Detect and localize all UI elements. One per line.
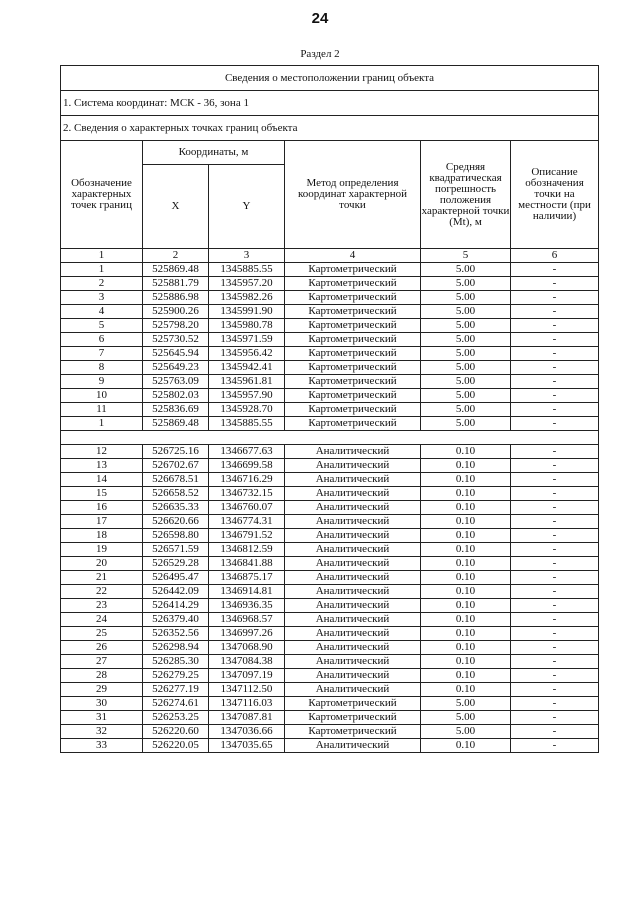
y-coordinate-cell: 1347097.19 xyxy=(209,669,285,683)
table-row xyxy=(61,333,599,347)
section-title: Раздел 2 xyxy=(300,48,340,60)
y-coordinate-cell: 1346875.17 xyxy=(209,571,285,585)
y-coordinate-cell: 1346936.35 xyxy=(209,599,285,613)
column-number: 1 xyxy=(61,249,143,263)
description-cell: - xyxy=(511,347,599,361)
table-row xyxy=(61,459,599,473)
mt-error-cell: 0.10 xyxy=(421,613,511,627)
x-coordinate-cell: 526220.05 xyxy=(143,739,209,753)
x-coordinate-cell: 525649.23 xyxy=(143,361,209,375)
mt-error-cell: 0.10 xyxy=(421,529,511,543)
table-row xyxy=(61,487,599,501)
table-row xyxy=(61,585,599,599)
method-cell: Аналитический xyxy=(285,669,421,683)
y-coordinate-cell: 1345942.41 xyxy=(209,361,285,375)
point-number-cell: 27 xyxy=(61,655,143,669)
mt-error-cell: 5.00 xyxy=(421,375,511,389)
method-cell: Картометрический xyxy=(285,263,421,277)
description-cell: - xyxy=(511,655,599,669)
y-coordinate-cell: 1345957.20 xyxy=(209,277,285,291)
description-cell: - xyxy=(511,725,599,739)
mt-error-cell: 0.10 xyxy=(421,641,511,655)
column-numbers-row xyxy=(61,249,599,263)
mt-error-cell: 0.10 xyxy=(421,683,511,697)
point-number-cell: 1 xyxy=(61,417,143,431)
y-coordinate-cell: 1345991.90 xyxy=(209,305,285,319)
mt-error-cell: 0.10 xyxy=(421,501,511,515)
table-row xyxy=(61,683,599,697)
point-number-cell: 13 xyxy=(61,459,143,473)
mt-error-cell: 5.00 xyxy=(421,403,511,417)
table-row xyxy=(61,375,599,389)
point-number-cell: 16 xyxy=(61,501,143,515)
method-cell: Аналитический xyxy=(285,473,421,487)
description-cell: - xyxy=(511,417,599,431)
mt-error-cell: 0.10 xyxy=(421,557,511,571)
point-number-cell: 18 xyxy=(61,529,143,543)
method-cell: Аналитический xyxy=(285,557,421,571)
description-cell: - xyxy=(511,543,599,557)
point-number-cell: 25 xyxy=(61,627,143,641)
table-row xyxy=(61,417,599,431)
y-coordinate-cell: 1346841.88 xyxy=(209,557,285,571)
point-number-cell: 10 xyxy=(61,389,143,403)
mt-error-cell: 0.10 xyxy=(421,739,511,753)
mt-error-cell: 0.10 xyxy=(421,543,511,557)
y-coordinate-cell: 1345980.78 xyxy=(209,319,285,333)
mt-error-cell: 0.10 xyxy=(421,515,511,529)
x-coordinate-cell: 526571.59 xyxy=(143,543,209,557)
description-cell: - xyxy=(511,515,599,529)
y-coordinate-cell: 1346760.07 xyxy=(209,501,285,515)
point-number-cell: 24 xyxy=(61,613,143,627)
mt-error-cell: 5.00 xyxy=(421,333,511,347)
mt-error-cell: 0.10 xyxy=(421,571,511,585)
x-coordinate-cell: 526635.33 xyxy=(143,501,209,515)
method-cell: Аналитический xyxy=(285,501,421,515)
header-method: Метод определения координат характерной точки xyxy=(285,141,421,249)
y-coordinate-cell: 1345971.59 xyxy=(209,333,285,347)
table-row xyxy=(61,277,599,291)
mt-error-cell: 5.00 xyxy=(421,389,511,403)
point-number-cell: 19 xyxy=(61,543,143,557)
table-row xyxy=(61,529,599,543)
x-coordinate-cell: 526620.66 xyxy=(143,515,209,529)
mt-error-cell: 5.00 xyxy=(421,697,511,711)
description-cell: - xyxy=(511,459,599,473)
description-cell: - xyxy=(511,361,599,375)
mt-error-cell: 0.10 xyxy=(421,669,511,683)
method-cell: Аналитический xyxy=(285,571,421,585)
header-y: Y xyxy=(209,165,285,249)
x-coordinate-cell: 525802.03 xyxy=(143,389,209,403)
method-cell: Картометрический xyxy=(285,389,421,403)
x-coordinate-cell: 526379.40 xyxy=(143,613,209,627)
x-coordinate-cell: 525886.98 xyxy=(143,291,209,305)
y-coordinate-cell: 1347068.90 xyxy=(209,641,285,655)
point-number-cell: 14 xyxy=(61,473,143,487)
mt-error-cell: 5.00 xyxy=(421,725,511,739)
mt-error-cell: 0.10 xyxy=(421,627,511,641)
mt-error-cell: 0.10 xyxy=(421,655,511,669)
x-coordinate-cell: 526253.25 xyxy=(143,711,209,725)
point-number-cell: 26 xyxy=(61,641,143,655)
table-title: Сведения о местоположении границ объекта xyxy=(61,66,599,91)
table-row xyxy=(61,501,599,515)
table-row xyxy=(61,627,599,641)
table-row xyxy=(61,347,599,361)
x-coordinate-cell: 526274.61 xyxy=(143,697,209,711)
description-cell: - xyxy=(511,571,599,585)
point-number-cell: 22 xyxy=(61,585,143,599)
table-row xyxy=(61,543,599,557)
table-row xyxy=(61,557,599,571)
page-number: 24 xyxy=(311,10,329,27)
mt-error-cell: 5.00 xyxy=(421,263,511,277)
table-row xyxy=(61,515,599,529)
mt-error-cell: 5.00 xyxy=(421,305,511,319)
separator-row xyxy=(61,431,599,445)
point-number-cell: 9 xyxy=(61,375,143,389)
point-number-cell: 8 xyxy=(61,361,143,375)
method-cell: Картометрический xyxy=(285,417,421,431)
description-cell: - xyxy=(511,445,599,459)
x-coordinate-cell: 526352.56 xyxy=(143,627,209,641)
method-cell: Аналитический xyxy=(285,655,421,669)
table-row xyxy=(61,361,599,375)
y-coordinate-cell: 1346732.15 xyxy=(209,487,285,501)
mt-error-cell: 5.00 xyxy=(421,277,511,291)
y-coordinate-cell: 1345957.90 xyxy=(209,389,285,403)
x-coordinate-cell: 526285.30 xyxy=(143,655,209,669)
table-row xyxy=(61,305,599,319)
point-number-cell: 4 xyxy=(61,305,143,319)
method-cell: Аналитический xyxy=(285,487,421,501)
description-cell: - xyxy=(511,613,599,627)
points-heading: 2. Сведения о характерных точках границ объекта xyxy=(61,116,599,141)
description-cell: - xyxy=(511,333,599,347)
description-cell: - xyxy=(511,319,599,333)
y-coordinate-cell: 1347036.66 xyxy=(209,725,285,739)
x-coordinate-cell: 526725.16 xyxy=(143,445,209,459)
x-coordinate-cell: 526442.09 xyxy=(143,585,209,599)
point-number-cell: 15 xyxy=(61,487,143,501)
header-x: X xyxy=(143,165,209,249)
y-coordinate-cell: 1346699.58 xyxy=(209,459,285,473)
x-coordinate-cell: 525730.52 xyxy=(143,333,209,347)
y-coordinate-cell: 1346791.52 xyxy=(209,529,285,543)
description-cell: - xyxy=(511,683,599,697)
method-cell: Аналитический xyxy=(285,627,421,641)
mt-error-cell: 0.10 xyxy=(421,459,511,473)
table-row xyxy=(61,319,599,333)
table-row xyxy=(61,711,599,725)
x-coordinate-cell: 525836.69 xyxy=(143,403,209,417)
method-cell: Картометрический xyxy=(285,697,421,711)
description-cell: - xyxy=(511,739,599,753)
description-cell: - xyxy=(511,487,599,501)
method-cell: Аналитический xyxy=(285,613,421,627)
method-cell: Аналитический xyxy=(285,739,421,753)
y-coordinate-cell: 1346677.63 xyxy=(209,445,285,459)
y-coordinate-cell: 1347116.03 xyxy=(209,697,285,711)
y-coordinate-cell: 1346997.26 xyxy=(209,627,285,641)
mt-error-cell: 0.10 xyxy=(421,585,511,599)
table-row xyxy=(61,669,599,683)
table-row xyxy=(61,263,599,277)
description-cell: - xyxy=(511,557,599,571)
x-coordinate-cell: 525869.48 xyxy=(143,417,209,431)
description-cell: - xyxy=(511,627,599,641)
description-cell: - xyxy=(511,389,599,403)
description-cell: - xyxy=(511,375,599,389)
method-cell: Аналитический xyxy=(285,683,421,697)
x-coordinate-cell: 526678.51 xyxy=(143,473,209,487)
method-cell: Картометрический xyxy=(285,725,421,739)
mt-error-cell: 0.10 xyxy=(421,599,511,613)
x-coordinate-cell: 526495.47 xyxy=(143,571,209,585)
method-cell: Картометрический xyxy=(285,333,421,347)
x-coordinate-cell: 526414.29 xyxy=(143,599,209,613)
point-number-cell: 31 xyxy=(61,711,143,725)
mt-error-cell: 0.10 xyxy=(421,445,511,459)
table-row xyxy=(61,445,599,459)
point-number-cell: 1 xyxy=(61,263,143,277)
column-number: 3 xyxy=(209,249,285,263)
table-row xyxy=(61,697,599,711)
point-number-cell: 32 xyxy=(61,725,143,739)
y-coordinate-cell: 1347084.38 xyxy=(209,655,285,669)
y-coordinate-cell: 1346716.29 xyxy=(209,473,285,487)
point-number-cell: 33 xyxy=(61,739,143,753)
header-description: Описание обозначения точки на местности (при наличии) xyxy=(511,141,599,249)
point-number-cell: 11 xyxy=(61,403,143,417)
table-row xyxy=(61,291,599,305)
y-coordinate-cell: 1345982.26 xyxy=(209,291,285,305)
header-coordinates: Координаты, м xyxy=(143,141,285,165)
point-number-cell: 21 xyxy=(61,571,143,585)
separator-cell xyxy=(61,431,599,445)
method-cell: Картометрический xyxy=(285,361,421,375)
mt-error-cell: 5.00 xyxy=(421,291,511,305)
description-cell: - xyxy=(511,711,599,725)
method-cell: Аналитический xyxy=(285,585,421,599)
mt-error-cell: 5.00 xyxy=(421,347,511,361)
mt-error-cell: 5.00 xyxy=(421,711,511,725)
method-cell: Аналитический xyxy=(285,515,421,529)
description-cell: - xyxy=(511,277,599,291)
x-coordinate-cell: 525645.94 xyxy=(143,347,209,361)
column-number: 5 xyxy=(421,249,511,263)
y-coordinate-cell: 1345956.42 xyxy=(209,347,285,361)
mt-error-cell: 5.00 xyxy=(421,417,511,431)
point-number-cell: 29 xyxy=(61,683,143,697)
x-coordinate-cell: 526598.80 xyxy=(143,529,209,543)
x-coordinate-cell: 526702.67 xyxy=(143,459,209,473)
point-number-cell: 12 xyxy=(61,445,143,459)
x-coordinate-cell: 526279.25 xyxy=(143,669,209,683)
table-row xyxy=(61,613,599,627)
column-number: 2 xyxy=(143,249,209,263)
mt-error-cell: 0.10 xyxy=(421,487,511,501)
description-cell: - xyxy=(511,291,599,305)
point-number-cell: 7 xyxy=(61,347,143,361)
point-number-cell: 17 xyxy=(61,515,143,529)
description-cell: - xyxy=(511,697,599,711)
mt-error-cell: 5.00 xyxy=(421,319,511,333)
point-number-cell: 5 xyxy=(61,319,143,333)
point-number-cell: 23 xyxy=(61,599,143,613)
table-row xyxy=(61,739,599,753)
x-coordinate-cell: 526658.52 xyxy=(143,487,209,501)
table-row xyxy=(61,655,599,669)
column-number: 4 xyxy=(285,249,421,263)
y-coordinate-cell: 1345928.70 xyxy=(209,403,285,417)
column-number: 6 xyxy=(511,249,599,263)
header-point-label: Обозначение характерных точек границ xyxy=(61,141,143,249)
method-cell: Аналитический xyxy=(285,445,421,459)
table-row xyxy=(61,473,599,487)
y-coordinate-cell: 1345961.81 xyxy=(209,375,285,389)
x-coordinate-cell: 525763.09 xyxy=(143,375,209,389)
y-coordinate-cell: 1345885.55 xyxy=(209,263,285,277)
x-coordinate-cell: 525869.48 xyxy=(143,263,209,277)
x-coordinate-cell: 526277.19 xyxy=(143,683,209,697)
coordinate-system: 1. Система координат: МСК - 36, зона 1 xyxy=(61,91,599,116)
method-cell: Картометрический xyxy=(285,291,421,305)
y-coordinate-cell: 1346914.81 xyxy=(209,585,285,599)
point-number-cell: 20 xyxy=(61,557,143,571)
y-coordinate-cell: 1346774.31 xyxy=(209,515,285,529)
x-coordinate-cell: 525798.20 xyxy=(143,319,209,333)
point-number-cell: 3 xyxy=(61,291,143,305)
method-cell: Аналитический xyxy=(285,459,421,473)
method-cell: Картометрический xyxy=(285,375,421,389)
table-row xyxy=(61,403,599,417)
description-cell: - xyxy=(511,585,599,599)
y-coordinate-cell: 1345885.55 xyxy=(209,417,285,431)
table-row xyxy=(61,725,599,739)
boundary-points-table xyxy=(60,65,599,753)
mt-error-cell: 0.10 xyxy=(421,473,511,487)
x-coordinate-cell: 525900.26 xyxy=(143,305,209,319)
header-error: Средняя квадратическая погрешность положения характерной точки (Mt), м xyxy=(421,141,511,249)
description-cell: - xyxy=(511,641,599,655)
x-coordinate-cell: 526298.94 xyxy=(143,641,209,655)
y-coordinate-cell: 1346812.59 xyxy=(209,543,285,557)
table-row xyxy=(61,389,599,403)
point-number-cell: 6 xyxy=(61,333,143,347)
method-cell: Картометрический xyxy=(285,305,421,319)
y-coordinate-cell: 1347087.81 xyxy=(209,711,285,725)
method-cell: Аналитический xyxy=(285,641,421,655)
point-number-cell: 30 xyxy=(61,697,143,711)
mt-error-cell: 5.00 xyxy=(421,361,511,375)
method-cell: Картометрический xyxy=(285,277,421,291)
method-cell: Аналитический xyxy=(285,599,421,613)
description-cell: - xyxy=(511,263,599,277)
table-row xyxy=(61,571,599,585)
description-cell: - xyxy=(511,529,599,543)
method-cell: Картометрический xyxy=(285,711,421,725)
point-number-cell: 28 xyxy=(61,669,143,683)
point-number-cell: 2 xyxy=(61,277,143,291)
description-cell: - xyxy=(511,501,599,515)
x-coordinate-cell: 526529.28 xyxy=(143,557,209,571)
table-row xyxy=(61,641,599,655)
description-cell: - xyxy=(511,669,599,683)
method-cell: Аналитический xyxy=(285,543,421,557)
method-cell: Картометрический xyxy=(285,403,421,417)
method-cell: Аналитический xyxy=(285,529,421,543)
y-coordinate-cell: 1347035.65 xyxy=(209,739,285,753)
y-coordinate-cell: 1346968.57 xyxy=(209,613,285,627)
y-coordinate-cell: 1347112.50 xyxy=(209,683,285,697)
description-cell: - xyxy=(511,305,599,319)
description-cell: - xyxy=(511,599,599,613)
table-row xyxy=(61,599,599,613)
x-coordinate-cell: 526220.60 xyxy=(143,725,209,739)
description-cell: - xyxy=(511,473,599,487)
x-coordinate-cell: 525881.79 xyxy=(143,277,209,291)
method-cell: Картометрический xyxy=(285,319,421,333)
method-cell: Картометрический xyxy=(285,347,421,361)
description-cell: - xyxy=(511,403,599,417)
